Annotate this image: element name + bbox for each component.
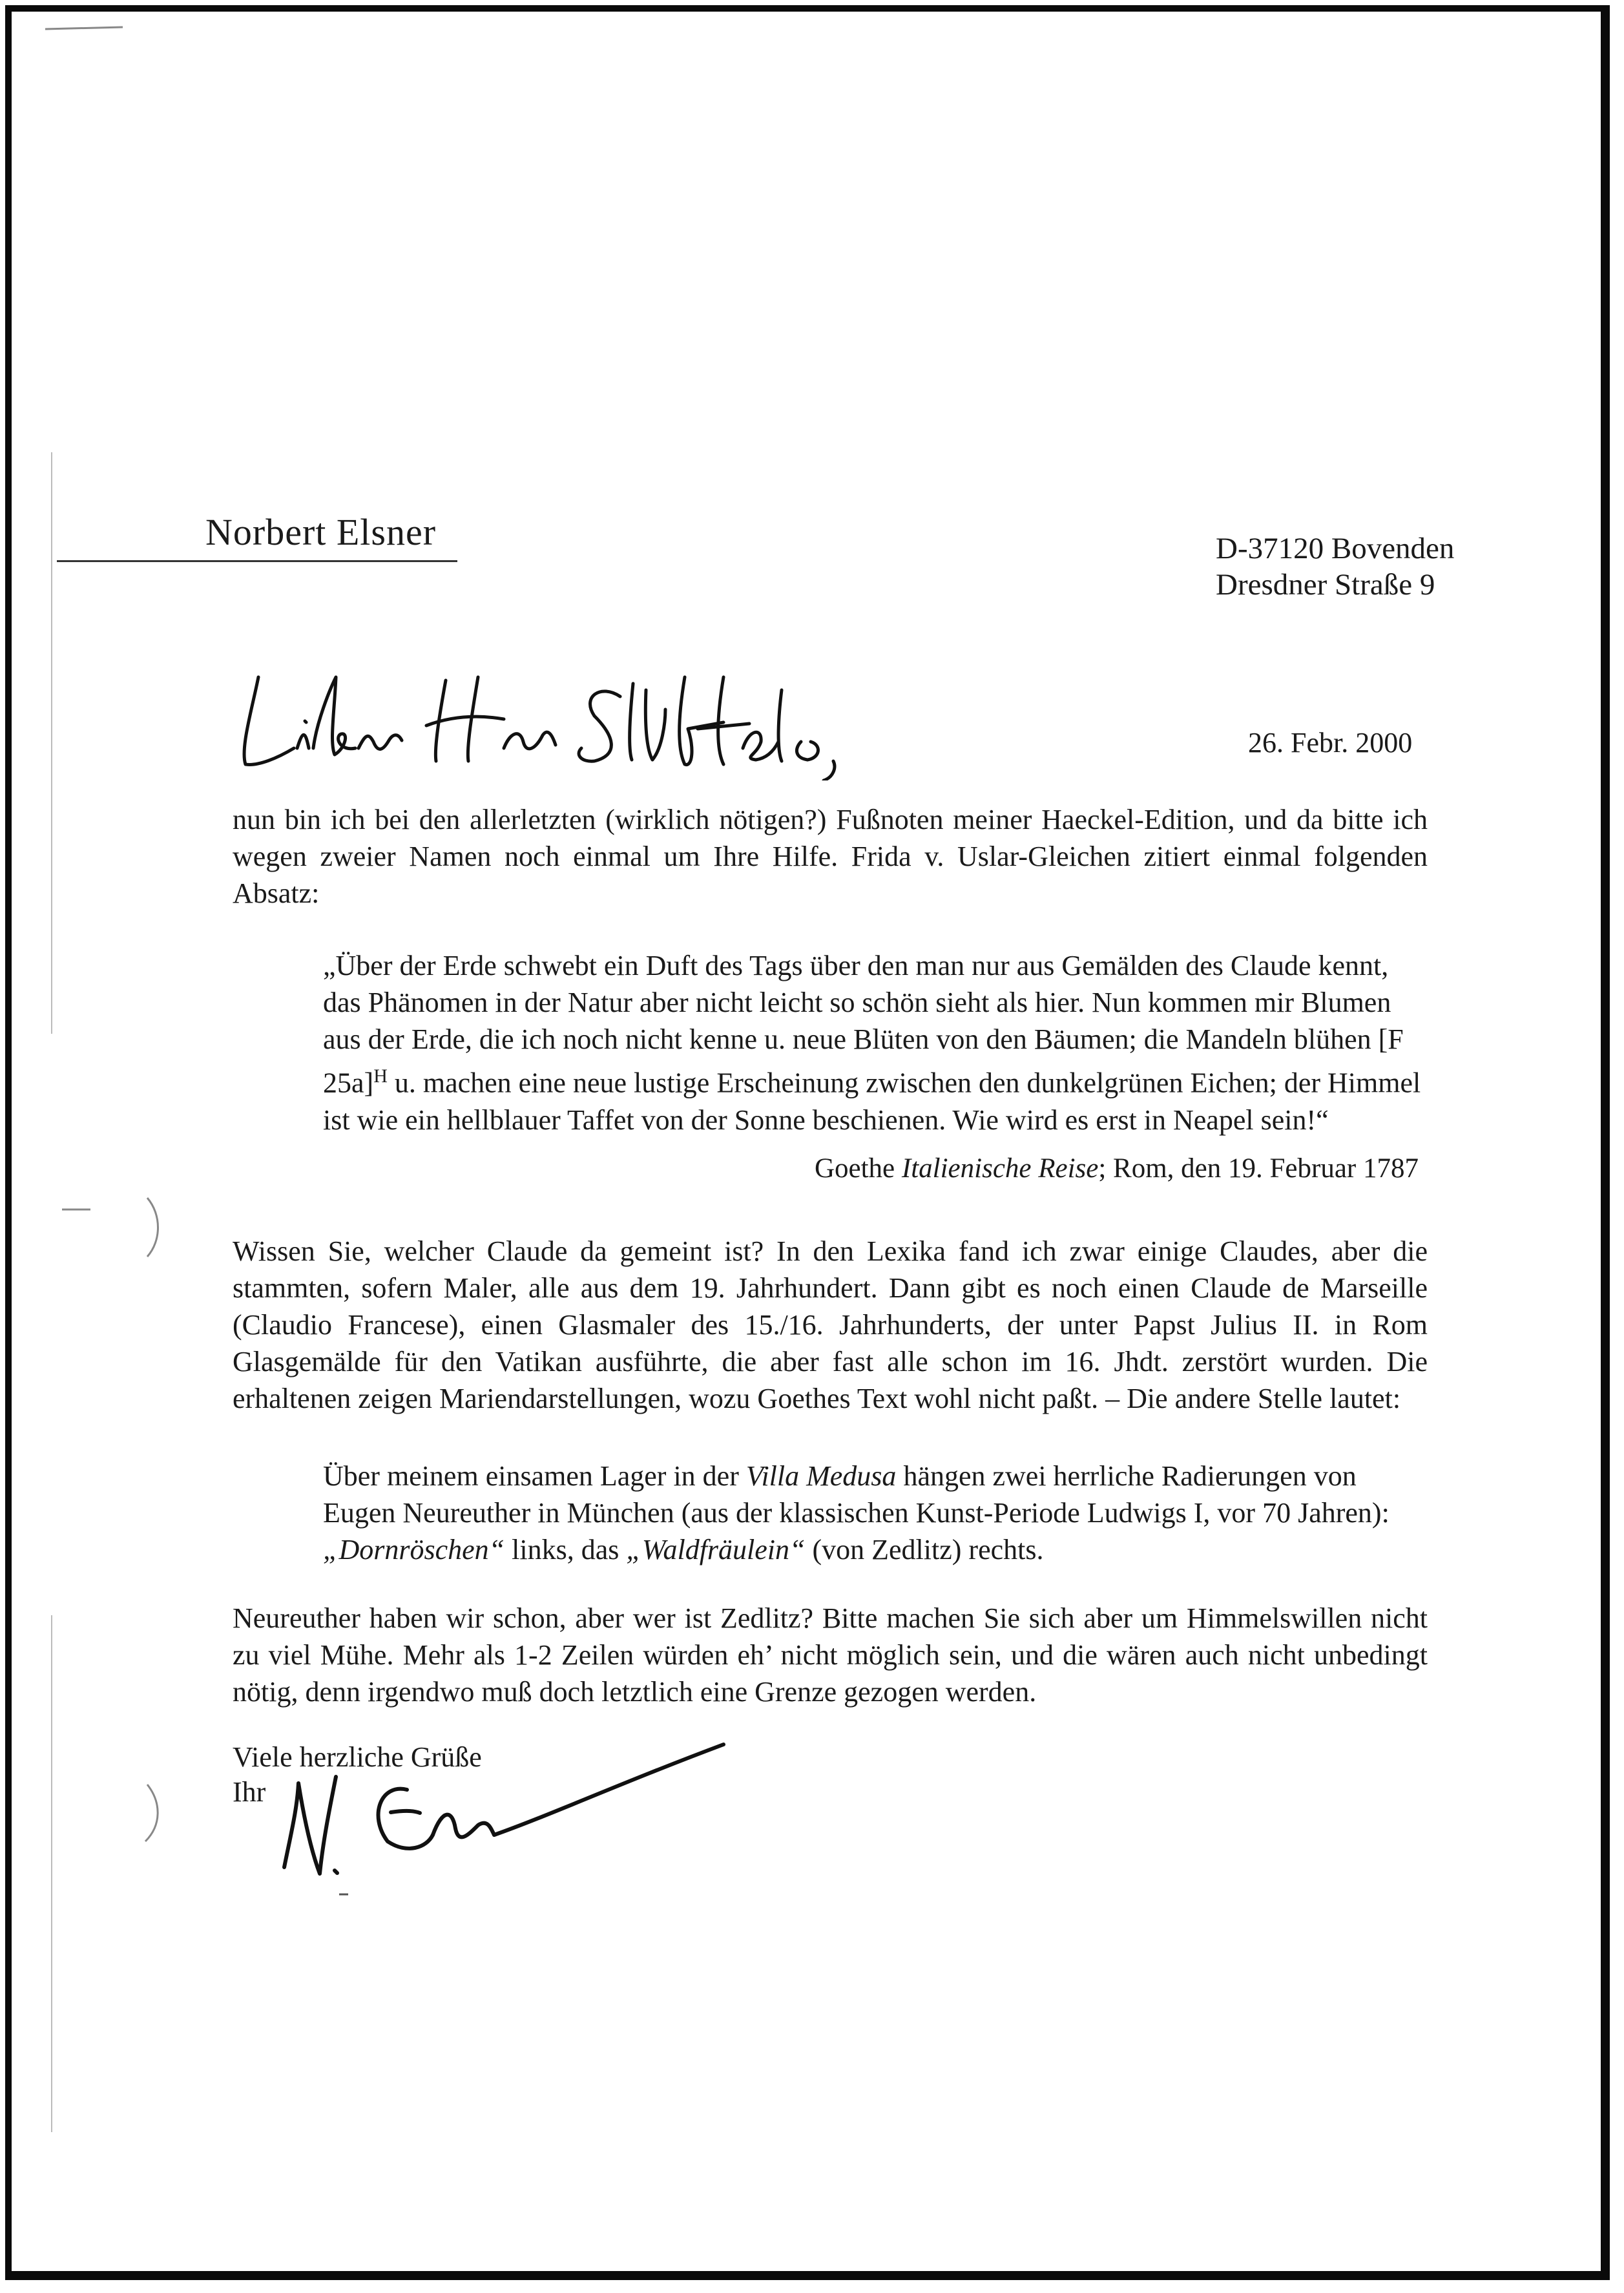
attribution-author: Goethe (814, 1153, 902, 1184)
goethe-quote-text-1: „Über der Erde schwebt ein Duft des Tags über den man nur aus Gemälden des Claude kennt, das Phänomen in der Natur aber nicht leicht so schön sieht als hier. Nun kommen mir Blumen aus der Erde, die ich noch nicht kenne u. neue Blüten von den Bäumen; die Mandeln blühen [F 25a] (323, 950, 1404, 1099)
goethe-quote (323, 947, 1421, 1138)
attribution-place-date: ; Rom, den 19. Februar 1787 (1098, 1153, 1419, 1184)
attribution-work: Italienische Reise (901, 1153, 1099, 1184)
address-line-1: D-37120 Bovenden (1216, 532, 1455, 565)
body-paragraph-2: Wissen Sie, welcher Claude da gemeint ist? In den Lexika fand ich zwar einige Claudes, aber die stammten, sofern Maler, alle aus dem 19. Jahrhundert. Dann gibt es noch einen Claude de Marseille (Claudio Francese), einen Glasmaler des 15./16. Jahrhunderts, der unter Papst Julius II. in Rom Glasgemälde für den Vatikan ausführte, die aber fast alle schon im 16. Jhdt. zerstört wurden. Die erhaltenen zeigen Mariendarstellungen, wozu Goethes Text wohl nicht paßt. – Die andere Stelle lautet: (233, 1235, 1428, 1414)
closing-ihr: Ihr (233, 1776, 266, 1808)
body-paragraph-3: Neureuther haben wir schon, aber wer ist Zedlitz? Bitte machen Sie sich aber um Himmelswillen nicht zu viel Mühe. Mehr als 1-2 Zeilen würden eh’ nicht möglich sein, und die wären auch nicht unbedingt nötig, denn irgendwo muß doch letztlich eine Grenze gezogen werden. (233, 1602, 1428, 1708)
title-waldfraeulein: „Waldfräulein“ (626, 1534, 806, 1565)
address-line-2: Dresdner Straße 9 (1216, 568, 1435, 602)
sender-name: Norbert Elsner (205, 511, 437, 553)
footnote-marker: H (373, 1065, 388, 1087)
title-dornroeschen: „Dornröschen“ (323, 1534, 505, 1565)
handwritten-salutation (233, 651, 853, 780)
sender-underline (57, 560, 457, 562)
body-paragraph-1: nun bin ich bei den allerletzten (wirklich nötigen?) Fußnoten meiner Haeckel-Edition, und da bitte ich wegen zweier Namen noch einmal um Ihre Hilfe. Frida v. Uslar-Gleichen zitiert einmal folgenden Absatz: (233, 804, 1428, 909)
quote-attribution (815, 1153, 1419, 1184)
haeckel-quote-text-b: hängen zwei herrliche Radierungen von Eugen Neureuther in München (aus der klassischen Kunst-Periode Ludwigs I, vor 70 Jahren): (323, 1460, 1390, 1529)
closing-greeting: Viele herzliche Grüße (233, 1741, 482, 1773)
letter-date: 26. Febr. 2000 (1248, 727, 1413, 759)
haeckel-quote-text-c: links, das (505, 1534, 627, 1565)
haeckel-quote-text-d: (von Zedlitz) rechts. (805, 1534, 1044, 1565)
haeckel-quote (323, 1458, 1421, 1568)
page-border (5, 5, 1610, 2280)
villa-medusa: Villa Medusa (745, 1460, 897, 1492)
haeckel-quote-text-a: Über meinem einsamen Lager in der (323, 1460, 746, 1492)
handwritten-signature (258, 1738, 736, 1906)
goethe-quote-text-2: u. machen eine neue lustige Erscheinung zwischen den dunkelgrünen Eichen; der Himmel ist wie ein hellblauer Taffet von der Sonne beschienen. Wie wird es erst in Neapel sein!“ (323, 1067, 1421, 1136)
